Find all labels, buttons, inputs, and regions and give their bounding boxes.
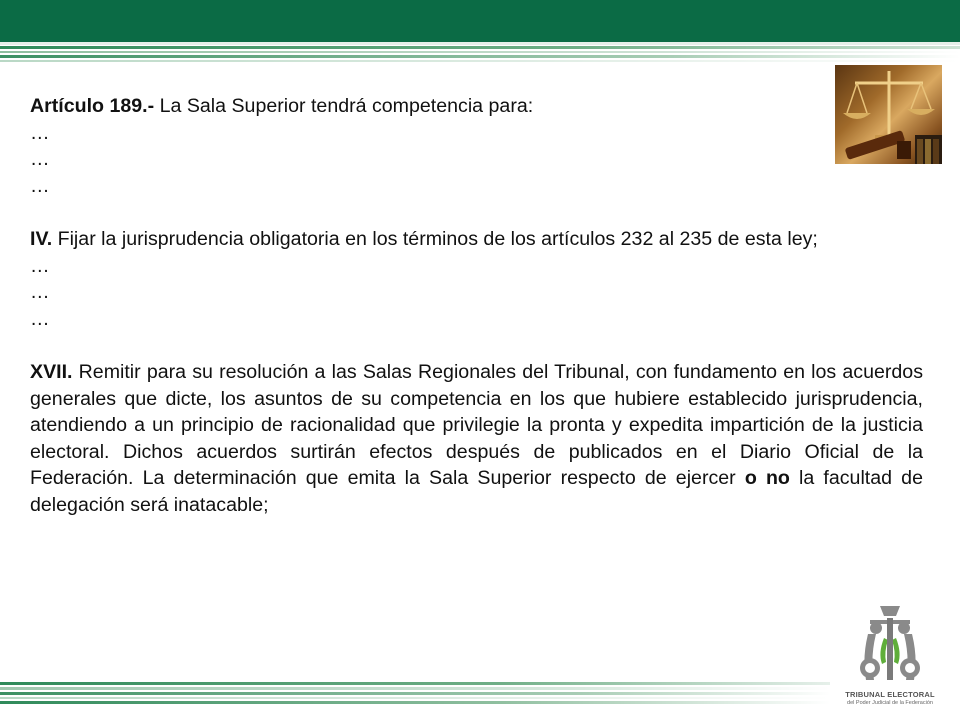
- item-iv-label: IV.: [30, 227, 53, 250]
- footer-stripes: [0, 682, 830, 712]
- item-xvii: [30, 359, 923, 519]
- article-heading: Artículo 189.-: [30, 95, 155, 117]
- header-stripes: [0, 42, 960, 64]
- ellipsis: …: [30, 174, 50, 197]
- item-xvii-emphasis: o no: [744, 467, 790, 490]
- ellipsis: …: [30, 121, 50, 144]
- logo-subtitle: del Poder Judicial de la Federación: [847, 700, 933, 706]
- item-xvii-text: Remitir para su resolución a las Salas Regionales del Tribunal, con fundamento en los acuerdos generales que dicte, los asuntos de su competencia en los que hubiere establecido jurisprudencia, atendiendo a un principio de racionalidad que privilegie la pronta y expedita impartición de la justicia electoral. Dichos acuerdos surtirán efectos después de publicados en el Diario Oficial de la Federación. La determinación que emita la Sala Superior respecto de ejercer: [30, 360, 923, 490]
- article-intro: La Sala Superior tendrá competencia para:: [154, 95, 534, 117]
- logo-title: TRIBUNAL ELECTORAL: [845, 690, 935, 699]
- article-heading-line: [30, 93, 923, 120]
- ellipsis: …: [30, 148, 50, 171]
- ellipsis: …: [30, 307, 50, 330]
- item-iv: [30, 226, 923, 253]
- item-iv-text: Fijar la jurisprudencia obligatoria en los términos de los artículos 232 al 235 de esta ley;: [52, 227, 818, 250]
- item-xvii-text-end: la facultad de delegación será inatacable;: [30, 467, 923, 516]
- article-text: [30, 93, 923, 519]
- item-xvii-label: XVII.: [30, 360, 73, 383]
- ellipsis: …: [30, 254, 50, 277]
- ellipsis: …: [30, 281, 50, 304]
- header-bar: [0, 0, 960, 42]
